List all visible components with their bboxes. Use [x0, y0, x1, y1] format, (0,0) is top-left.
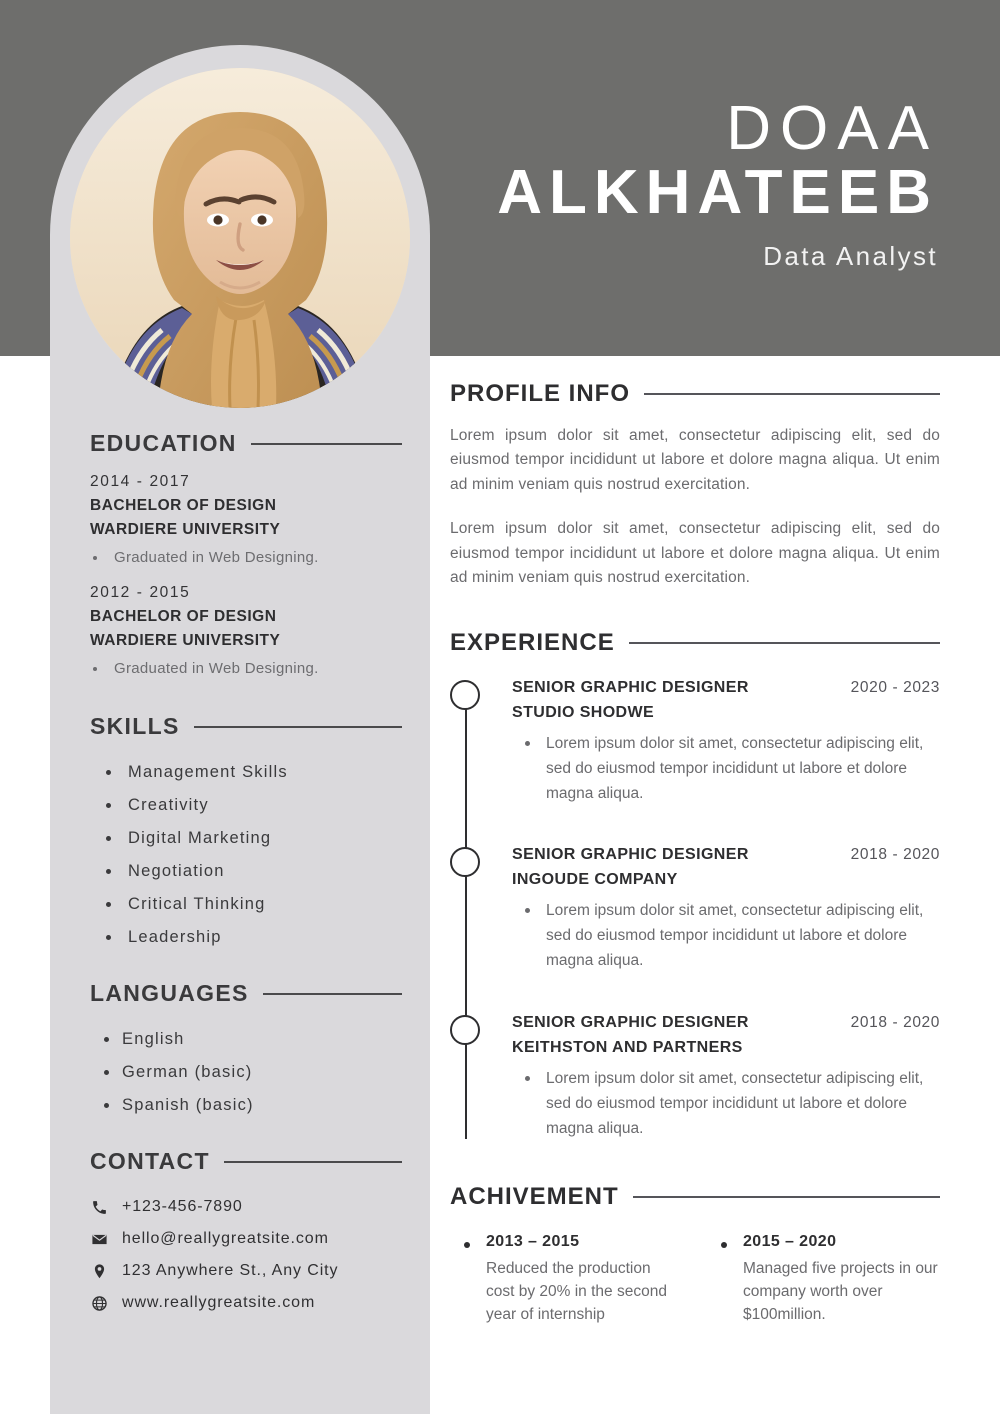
job-title: Data Analyst [763, 241, 938, 272]
section-contact [90, 1148, 402, 1319]
contact-value: hello@reallygreatsite.com [122, 1230, 329, 1248]
education-university: WARDIERE UNIVERSITY [90, 521, 281, 539]
section-title: EXPERIENCE [450, 628, 615, 656]
education-note: • Graduated in Web Designing. [108, 657, 402, 681]
spacer [450, 1141, 940, 1183]
section-rule [224, 1161, 402, 1163]
section-header-contact [90, 1148, 402, 1175]
list-item: Leadership [102, 921, 402, 954]
experience-entry [512, 679, 940, 806]
education-notes [108, 546, 402, 570]
education-degree: BACHELOR OF DESIGN [90, 608, 277, 626]
list-item: German (basic) [102, 1056, 402, 1089]
education-entry [90, 473, 402, 570]
achievement-column [460, 1233, 683, 1327]
location-pin-icon [90, 1262, 108, 1280]
achievement-entry [460, 1233, 683, 1327]
contact-value: 123 Anywhere St., Any City [122, 1262, 339, 1280]
contact-value: +123-456-7890 [122, 1198, 243, 1216]
list-item: English [102, 1023, 402, 1056]
experience-role: SENIOR GRAPHIC DESIGNER [512, 846, 749, 864]
experience-dates: 2018 - 2020 [850, 846, 940, 864]
list-item: Lorem ipsum dolor sit amet, consectetur adipiscing elit, sed do eiusmod tempor incididunt ut labore et dolore magna aliqua. [520, 731, 940, 806]
main-column [450, 380, 940, 1327]
section-education [90, 430, 402, 681]
section-header-achievement [450, 1183, 940, 1211]
achievement-grid [450, 1233, 940, 1327]
section-title: CONTACT [90, 1148, 210, 1175]
achievement-years: 2015 – 2020 [743, 1232, 837, 1250]
spacer [450, 591, 940, 629]
experience-entry [512, 1014, 940, 1141]
education-years: 2012 - 2015 [90, 584, 191, 602]
section-title: LANGUAGES [90, 980, 249, 1007]
spacer [90, 1122, 402, 1148]
list-item: Creativity [102, 789, 402, 822]
list-item: Negotiation [102, 855, 402, 888]
list-item: Spanish (basic) [102, 1089, 402, 1122]
education-years: 2014 - 2017 [90, 473, 191, 490]
timeline-dot-icon [450, 680, 480, 710]
section-rule [263, 993, 402, 995]
section-title: SKILLS [90, 713, 180, 740]
experience-dates: 2018 - 2020 [850, 1013, 940, 1031]
list-item: Digital Marketing [102, 822, 402, 855]
languages-list [102, 1023, 402, 1122]
education-university: WARDIERE UNIVERSITY [90, 632, 281, 650]
section-header-profile [450, 380, 940, 408]
phone-icon [90, 1198, 108, 1216]
contact-phone[interactable] [90, 1191, 402, 1223]
experience-header [512, 1014, 940, 1032]
list-item: Critical Thinking [102, 888, 402, 921]
experience-header [512, 679, 940, 697]
experience-role: SENIOR GRAPHIC DESIGNER [512, 678, 749, 696]
achievement-entry [717, 1233, 940, 1327]
profile-paragraph: Lorem ipsum dolor sit amet, consectetur adipiscing elit, sed do eiusmod tempor incididunt ut labore et dolore magna aliqua. Ut enim ad minim veniam quis nostrud exercitation. [450, 520, 940, 587]
list-item: Lorem ipsum dolor sit amet, consectetur adipiscing elit, sed do eiusmod tempor incididunt ut labore et dolore magna aliqua. [520, 898, 940, 973]
section-title: ACHIVEMENT [450, 1182, 619, 1210]
experience-bullets [520, 898, 940, 973]
experience-bullets [520, 731, 940, 806]
spacer [90, 695, 402, 713]
section-achievement [450, 1183, 940, 1327]
globe-icon [90, 1294, 108, 1312]
contact-value: www.reallygreatsite.com [122, 1294, 316, 1312]
list-item: Lorem ipsum dolor sit amet, consectetur adipiscing elit, sed do eiusmod tempor incididunt ut labore et dolore magna aliqua. [520, 1066, 940, 1141]
section-title: EDUCATION [90, 430, 237, 456]
section-rule [629, 642, 940, 644]
envelope-icon [90, 1230, 108, 1248]
experience-company: STUDIO SHODWE [512, 703, 655, 721]
contact-website[interactable] [90, 1287, 402, 1319]
education-entry [90, 584, 402, 681]
experience-company: KEITHSTON AND PARTNERS [512, 1038, 743, 1056]
first-name: DOAA [726, 94, 938, 163]
timeline-dot-icon [450, 1015, 480, 1045]
experience-bullets [520, 1066, 940, 1141]
experience-timeline [450, 679, 940, 1141]
section-header-education [90, 430, 402, 457]
education-notes [108, 657, 402, 681]
contact-list [90, 1191, 402, 1319]
name-block [497, 96, 938, 272]
achievement-years: 2013 – 2015 [486, 1232, 580, 1250]
experience-header [512, 846, 940, 864]
achievement-description: Managed five projects in our company worth over $100million. [743, 1259, 938, 1324]
last-name: ALKHATEEB [497, 158, 938, 228]
experience-entry [512, 846, 940, 973]
timeline-line [465, 697, 467, 1139]
education-degree: BACHELOR OF DESIGN [90, 497, 277, 514]
experience-role: SENIOR GRAPHIC DESIGNER [512, 1013, 749, 1031]
section-profile-info [450, 380, 940, 591]
section-skills [90, 713, 402, 954]
education-note: • Graduated in Web Designing. [108, 546, 402, 570]
sidebar [50, 430, 430, 1414]
achievement-column [717, 1233, 940, 1327]
section-rule [194, 726, 402, 728]
experience-company: INGOUDE COMPANY [512, 871, 678, 889]
achievement-description: Reduced the production cost by 20% in the second year of internship [486, 1259, 667, 1324]
timeline-dot-icon [450, 847, 480, 877]
section-rule [644, 393, 940, 395]
avatar [70, 68, 410, 408]
section-title: PROFILE INFO [450, 380, 630, 407]
skills-list [102, 756, 402, 954]
spacer [90, 954, 402, 980]
contact-email[interactable] [90, 1223, 402, 1255]
section-header-experience [450, 629, 940, 657]
section-experience [450, 629, 940, 1141]
section-rule [251, 443, 402, 445]
section-header-skills [90, 713, 402, 740]
list-item: Management Skills [102, 756, 402, 789]
section-header-languages [90, 980, 402, 1007]
section-languages [90, 980, 402, 1122]
contact-address[interactable] [90, 1255, 402, 1287]
profile-paragraph: Lorem ipsum dolor sit amet, consectetur adipiscing elit, sed do eiusmod tempor incididunt ut labore et dolore magna aliqua. Ut enim ad minim veniam quis nostrud exercitation. [450, 427, 940, 493]
section-rule [633, 1196, 940, 1198]
experience-dates: 2020 - 2023 [850, 678, 940, 696]
